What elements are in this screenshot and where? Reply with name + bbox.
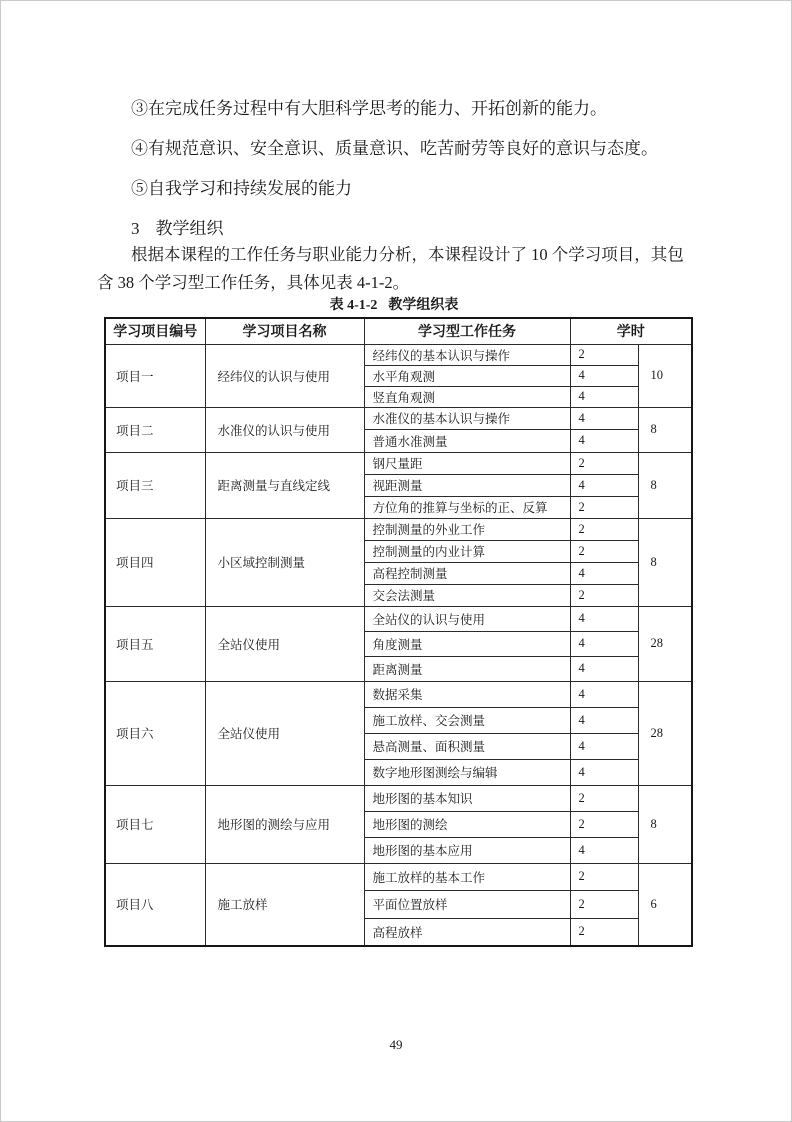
project-id-cell: 项目二 bbox=[105, 407, 205, 452]
header-hours: 学时 bbox=[570, 318, 692, 344]
project-total-cell: 8 bbox=[638, 785, 692, 863]
task-hours-cell: 4 bbox=[570, 474, 638, 496]
task-name-cell: 全站仪的认识与使用 bbox=[364, 606, 570, 631]
table-row bbox=[105, 863, 692, 891]
table-body bbox=[105, 344, 692, 946]
project-id-cell: 项目七 bbox=[105, 785, 205, 863]
section-number: 3 bbox=[131, 219, 140, 238]
project-name-cell: 距离测量与直线定线 bbox=[205, 452, 364, 518]
paragraph-line: 根据本课程的工作任务与职业能力分析，本课程设计了 10 个学习项目，其包 bbox=[131, 245, 684, 264]
task-name-cell: 地形图的基本知识 bbox=[364, 785, 570, 811]
table-row bbox=[105, 407, 692, 430]
task-hours-cell: 4 bbox=[570, 386, 638, 407]
task-hours-cell: 2 bbox=[570, 496, 638, 518]
project-name-cell: 全站仪使用 bbox=[205, 681, 364, 785]
task-name-cell: 水平角观测 bbox=[364, 365, 570, 386]
project-name-cell: 水准仪的认识与使用 bbox=[205, 407, 364, 452]
project-id-cell: 项目三 bbox=[105, 452, 205, 518]
task-hours-cell: 2 bbox=[570, 518, 638, 540]
table-header-row bbox=[105, 318, 692, 344]
task-name-cell: 视距测量 bbox=[364, 474, 570, 496]
task-name-cell: 控制测量的外业工作 bbox=[364, 518, 570, 540]
task-name-cell: 控制测量的内业计算 bbox=[364, 540, 570, 562]
task-hours-cell: 4 bbox=[570, 631, 638, 656]
task-name-cell: 施工放样、交会测量 bbox=[364, 707, 570, 733]
section-heading bbox=[131, 219, 697, 239]
project-name-cell: 经纬仪的认识与使用 bbox=[205, 344, 364, 407]
header-task: 学习型工作任务 bbox=[364, 318, 570, 344]
task-hours-cell: 4 bbox=[570, 656, 638, 681]
page-number: 49 bbox=[389, 1037, 403, 1052]
task-name-cell: 经纬仪的基本认识与操作 bbox=[364, 344, 570, 365]
task-name-cell: 竖直角观测 bbox=[364, 386, 570, 407]
project-id-cell: 项目六 bbox=[105, 681, 205, 785]
task-name-cell: 高程放样 bbox=[364, 918, 570, 946]
table-row bbox=[105, 344, 692, 365]
task-name-cell: 数字地形图测绘与编辑 bbox=[364, 759, 570, 785]
task-name-cell: 角度测量 bbox=[364, 631, 570, 656]
table-caption bbox=[97, 297, 691, 315]
task-name-cell: 地形图的测绘 bbox=[364, 811, 570, 837]
project-id-cell: 项目一 bbox=[105, 344, 205, 407]
teaching-organization-table bbox=[104, 317, 693, 947]
project-name-cell: 地形图的测绘与应用 bbox=[205, 785, 364, 863]
project-total-cell: 28 bbox=[638, 606, 692, 681]
project-total-cell: 8 bbox=[638, 518, 692, 606]
project-total-cell: 10 bbox=[638, 344, 692, 407]
project-id-cell: 项目五 bbox=[105, 606, 205, 681]
task-name-cell: 平面位置放样 bbox=[364, 891, 570, 919]
task-name-cell: 悬高测量、面积测量 bbox=[364, 733, 570, 759]
task-hours-cell: 2 bbox=[570, 540, 638, 562]
task-hours-cell: 2 bbox=[570, 863, 638, 891]
task-name-cell: 交会法测量 bbox=[364, 584, 570, 606]
task-hours-cell: 4 bbox=[570, 365, 638, 386]
table-row bbox=[105, 606, 692, 631]
task-name-cell: 钢尺量距 bbox=[364, 452, 570, 474]
task-hours-cell: 4 bbox=[570, 562, 638, 584]
task-name-cell: 施工放样的基本工作 bbox=[364, 863, 570, 891]
table-caption-title: 教学组织表 bbox=[388, 298, 459, 313]
task-name-cell: 高程控制测量 bbox=[364, 562, 570, 584]
task-hours-cell: 2 bbox=[570, 891, 638, 919]
ability-item-3: ③在完成任务过程中有大胆科学思考的能力、开拓创新的能力。 bbox=[131, 99, 607, 118]
task-name-cell: 方位角的推算与坐标的正、反算 bbox=[364, 496, 570, 518]
ability-item-5: ⑤自我学习和持续发展的能力 bbox=[131, 179, 352, 198]
task-hours-cell: 4 bbox=[570, 707, 638, 733]
table-row bbox=[105, 452, 692, 474]
task-hours-cell: 4 bbox=[570, 407, 638, 430]
task-hours-cell: 4 bbox=[570, 606, 638, 631]
header-project-name: 学习项目名称 bbox=[205, 318, 364, 344]
header-project-id: 学习项目编号 bbox=[105, 318, 205, 344]
task-hours-cell: 2 bbox=[570, 918, 638, 946]
project-name-cell: 施工放样 bbox=[205, 863, 364, 946]
project-name-cell: 全站仪使用 bbox=[205, 606, 364, 681]
task-hours-cell: 4 bbox=[570, 681, 638, 707]
task-hours-cell: 2 bbox=[570, 785, 638, 811]
ability-item-4: ④有规范意识、安全意识、质量意识、吃苦耐劳等良好的意识与态度。 bbox=[131, 139, 658, 158]
task-name-cell: 水准仪的基本认识与操作 bbox=[364, 407, 570, 430]
project-id-cell: 项目四 bbox=[105, 518, 205, 606]
project-total-cell: 28 bbox=[638, 681, 692, 785]
task-name-cell: 地形图的基本应用 bbox=[364, 837, 570, 863]
task-hours-cell: 4 bbox=[570, 733, 638, 759]
project-total-cell: 8 bbox=[638, 407, 692, 452]
task-hours-cell: 4 bbox=[570, 759, 638, 785]
project-name-cell: 小区域控制测量 bbox=[205, 518, 364, 606]
task-name-cell: 距离测量 bbox=[364, 656, 570, 681]
section-title: 教学组织 bbox=[155, 219, 224, 238]
table-row bbox=[105, 518, 692, 540]
task-name-cell: 普通水准测量 bbox=[364, 430, 570, 453]
task-name-cell: 数据采集 bbox=[364, 681, 570, 707]
paragraph-line: 含 38 个学习型工作任务，具体见表 4-1-2。 bbox=[97, 273, 410, 292]
project-total-cell: 6 bbox=[638, 863, 692, 946]
table-row bbox=[105, 681, 692, 707]
task-hours-cell: 4 bbox=[570, 837, 638, 863]
task-hours-cell: 2 bbox=[570, 584, 638, 606]
intro-paragraph bbox=[97, 241, 697, 297]
task-hours-cell: 2 bbox=[570, 811, 638, 837]
project-id-cell: 项目八 bbox=[105, 863, 205, 946]
task-hours-cell: 2 bbox=[570, 452, 638, 474]
table-row bbox=[105, 785, 692, 811]
task-hours-cell: 2 bbox=[570, 344, 638, 365]
page-content bbox=[97, 99, 697, 947]
project-total-cell: 8 bbox=[638, 452, 692, 518]
task-hours-cell: 4 bbox=[570, 430, 638, 453]
table-caption-label: 表 4-1-2 bbox=[329, 298, 378, 313]
